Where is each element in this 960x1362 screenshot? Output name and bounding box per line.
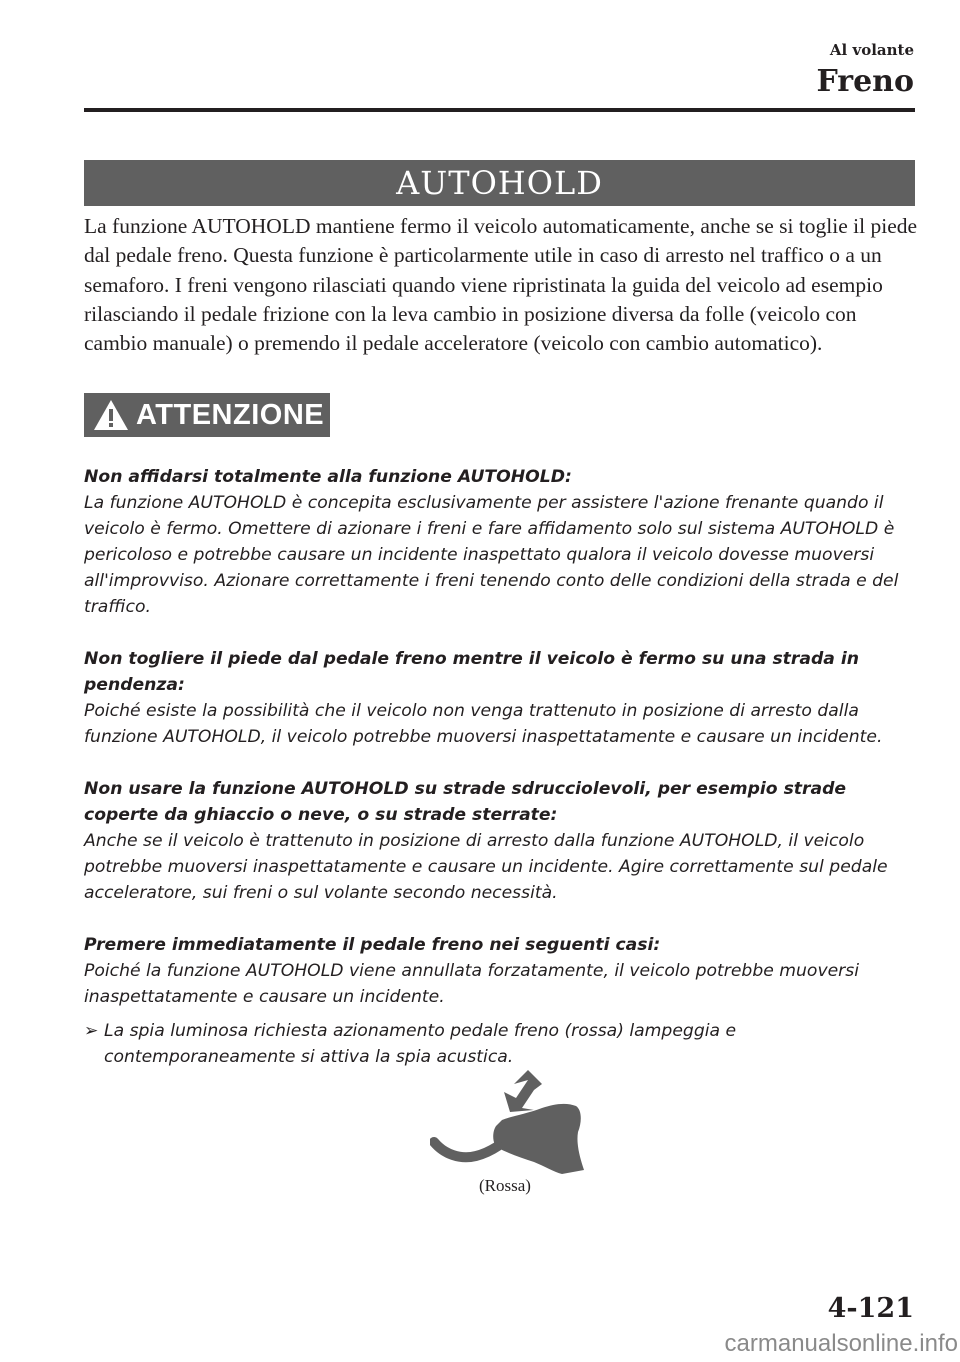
- warning-label: [84, 393, 330, 437]
- section-name: Al volante: [829, 41, 914, 59]
- warning-label-text: ATTENZIONE: [136, 398, 325, 431]
- intro-paragraph: La funzione AUTOHOLD mantiene fermo il veicolo automaticamente, anche se si toglie il piede dal pedale freno. Questa funzione è particolarmente utile in caso di arresto nel traffico o a un semaforo. I freni vengono rilasciati quando viene ripristinata la guida del veicolo ad esempio rilasciando il pedale frizione con la leva cambio in posizione diversa da folle (veicolo con cambio manuale) o premendo il pedale acceleratore (veicolo con cambio automatico).: [84, 214, 918, 356]
- figure-caption: (Rossa): [479, 1176, 531, 1195]
- bullet-text: La spia luminosa richiesta azionamento pedale freno (rossa) lampeggia e contemporaneamente si attiva la spia acustica.: [104, 1021, 737, 1067]
- warning-body: La funzione AUTOHOLD è concepita esclusivamente per assistere l'azione frenante quando il veicolo è fermo. Omettere di azionare i freni e fare affidamento solo sul sistema AUTOHOLD è pericoloso e potrebbe causare un incidente inaspettato qualora il veicolo dovesse muoversi all'improvviso. Azionare correttamente i freni tenendo conto delle condizioni della strada e del traffico.: [84, 493, 899, 617]
- warning-item: [84, 646, 920, 750]
- warning-triangle-icon: [92, 398, 130, 432]
- warning-title: Non togliere il piede dal pedale freno mentre il veicolo è fermo su una strada in pendenza:: [84, 649, 859, 695]
- warning-title: Non affidarsi totalmente alla funzione AUTOHOLD:: [84, 467, 572, 487]
- warning-list: [84, 464, 920, 1070]
- warning-body: Poiché la funzione AUTOHOLD viene annullata forzatamente, il veicolo potrebbe muoversi inaspettatamente e causare un incidente.: [84, 961, 859, 1007]
- warning-body: Anche se il veicolo è trattenuto in posizione di arresto dalla funzione AUTOHOLD, il veicolo potrebbe muoversi inaspettatamente e causare un incidente. Agire correttamente sul pedale acceleratore, sui freni o sul volante secondo necessità.: [84, 831, 888, 903]
- bullet-item: [84, 1018, 920, 1070]
- warning-body: Poiché esiste la possibilità che il veicolo non venga trattenuto in posizione di arresto dalla funzione AUTOHOLD, il veicolo potrebbe muoversi inaspettatamente e causare un incidente.: [84, 701, 883, 747]
- page-header: [817, 40, 915, 102]
- page-number: 4-121: [827, 1293, 914, 1324]
- warning-item: [84, 932, 920, 1010]
- watermark: carmanualsonline.info: [724, 1330, 958, 1357]
- warning-item: [84, 776, 920, 906]
- warning-item: [84, 464, 920, 620]
- header-divider: [84, 108, 915, 112]
- topic-banner: AUTOHOLD: [84, 160, 915, 206]
- warning-title: Non usare la funzione AUTOHOLD su strade sdrucciolevoli, per esempio strade coperte da ghiaccio o neve, o su strade sterrate:: [84, 779, 847, 825]
- section-title: Freno: [816, 64, 914, 99]
- bullet-arrow-icon: ➢: [84, 1021, 99, 1041]
- warning-title: Premere immediatamente il pedale freno nei seguenti casi:: [84, 935, 661, 955]
